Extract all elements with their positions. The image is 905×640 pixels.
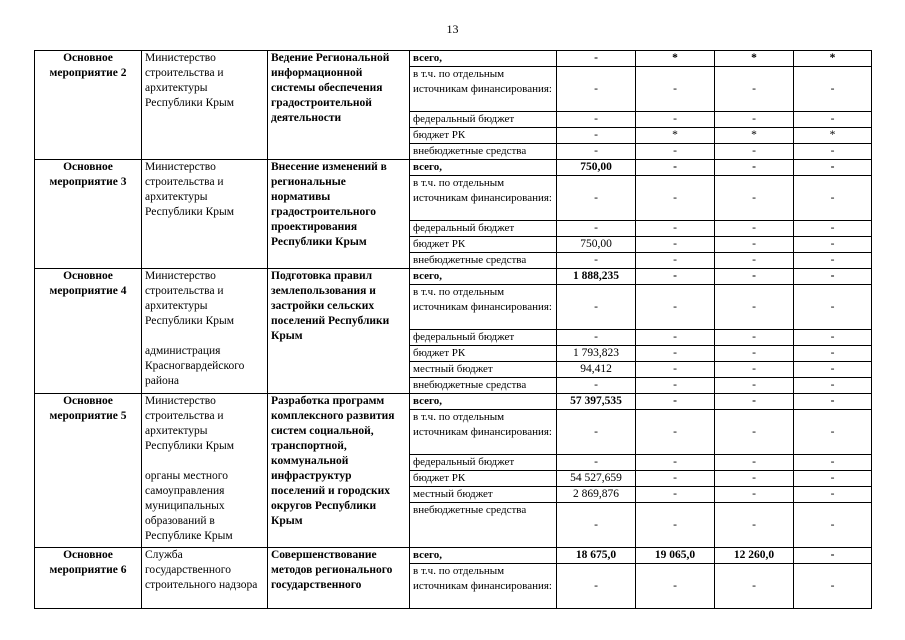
budget-table (34, 50, 872, 609)
value-cell: - (715, 253, 794, 269)
event-name-line: Основное (63, 270, 113, 282)
value-cell: 19 065,0 (636, 548, 715, 564)
table-row (35, 160, 872, 176)
value-cell: 2 869,876 (557, 487, 636, 503)
value-cell: - (557, 221, 636, 237)
table-row (35, 269, 872, 285)
funding-source: внебюджетные средства (410, 253, 557, 269)
value-cell: - (715, 455, 794, 471)
value-cell: - (715, 564, 794, 609)
value-cell: - (715, 471, 794, 487)
funding-source: бюджет РК (410, 346, 557, 362)
value-cell: * (715, 51, 794, 67)
funding-source: в т.ч. по отдельным источникам финансирования: (410, 410, 557, 455)
value-cell: - (794, 455, 872, 471)
value-cell: - (715, 346, 794, 362)
table-row (35, 394, 872, 410)
value-cell: - (557, 330, 636, 346)
event-title: Внесение изменений в региональные нормативы градостроительного проектирования Республики Крым (268, 160, 410, 269)
event-title: Совершенствование методов регионального государственного (268, 548, 410, 609)
value-cell: * (794, 128, 872, 144)
executor (142, 269, 268, 394)
value-cell: * (794, 51, 872, 67)
value-cell: - (636, 269, 715, 285)
value-cell: - (557, 564, 636, 609)
executor-text: Служба государственного строительного надзора (145, 549, 258, 591)
event-name-line: Основное (63, 395, 113, 407)
value-cell: 54 527,659 (557, 471, 636, 487)
funding-source: бюджет РК (410, 128, 557, 144)
value-cell: - (715, 67, 794, 112)
value-cell: - (557, 176, 636, 221)
funding-source: бюджет РК (410, 237, 557, 253)
funding-source: в т.ч. по отдельным источникам финансирования: (410, 67, 557, 112)
executor-text: Министерство строительства и архитектуры Республики Крым (145, 161, 234, 218)
value-cell: - (794, 346, 872, 362)
value-cell: - (794, 362, 872, 378)
value-cell: - (794, 471, 872, 487)
event-name-line: мероприятие 3 (49, 176, 127, 188)
event-name-line: мероприятие 2 (49, 67, 127, 79)
value-cell: - (794, 487, 872, 503)
value-cell: 1 888,235 (557, 269, 636, 285)
event-name (35, 160, 142, 269)
event-title: Разработка программ комплексного развития систем социальной, транспортной, коммунальной инфраструктур поселений и городских округов Республики Крым (268, 394, 410, 548)
funding-source: местный бюджет (410, 487, 557, 503)
value-cell: - (636, 564, 715, 609)
value-cell: - (794, 503, 872, 548)
value-cell: - (557, 378, 636, 394)
value-cell: - (557, 112, 636, 128)
table-row (35, 548, 872, 564)
event-name-line: Основное (63, 52, 113, 64)
executor-text-2: органы местного самоуправления муниципальных образований в Республике Крым (145, 470, 233, 542)
value-cell: - (794, 394, 872, 410)
funding-source: всего, (410, 394, 557, 410)
funding-source: в т.ч. по отдельным источникам финансирования: (410, 176, 557, 221)
event-title: Ведение Региональной информационной системы обеспечения градостроительной деятельности (268, 51, 410, 160)
value-cell: - (794, 160, 872, 176)
funding-source: в т.ч. по отдельным источникам финансирования: (410, 564, 557, 609)
funding-source: всего, (410, 548, 557, 564)
value-cell: - (715, 410, 794, 455)
funding-source: всего, (410, 269, 557, 285)
executor (142, 160, 268, 269)
value-cell: - (636, 144, 715, 160)
value-cell: - (636, 346, 715, 362)
funding-source: федеральный бюджет (410, 330, 557, 346)
value-cell: - (636, 455, 715, 471)
value-cell: - (794, 285, 872, 330)
funding-source: бюджет РК (410, 471, 557, 487)
value-cell: - (715, 269, 794, 285)
value-cell: - (636, 253, 715, 269)
value-cell: - (794, 67, 872, 112)
value-cell: - (794, 237, 872, 253)
value-cell: - (636, 67, 715, 112)
event-name (35, 548, 142, 609)
executor-text: Министерство строительства и архитектуры Республики Крым (145, 395, 234, 452)
value-cell: - (636, 471, 715, 487)
value-cell: - (715, 503, 794, 548)
value-cell: - (794, 564, 872, 609)
value-cell: 750,00 (557, 237, 636, 253)
funding-source: в т.ч. по отдельным источникам финансирования: (410, 285, 557, 330)
funding-source: всего, (410, 51, 557, 67)
value-cell: 750,00 (557, 160, 636, 176)
value-cell: - (636, 221, 715, 237)
value-cell: - (636, 176, 715, 221)
funding-source: внебюджетные средства (410, 503, 557, 548)
event-name-line: Основное (63, 549, 113, 561)
value-cell: - (794, 378, 872, 394)
value-cell: - (794, 253, 872, 269)
event-name-line: Основное (63, 161, 113, 173)
value-cell: - (715, 487, 794, 503)
value-cell: - (715, 237, 794, 253)
value-cell: - (557, 128, 636, 144)
value-cell: 94,412 (557, 362, 636, 378)
value-cell: - (636, 362, 715, 378)
value-cell: - (636, 378, 715, 394)
value-cell: - (636, 394, 715, 410)
value-cell: - (715, 221, 794, 237)
value-cell: - (715, 144, 794, 160)
value-cell: * (636, 128, 715, 144)
value-cell: 12 260,0 (715, 548, 794, 564)
value-cell: - (715, 112, 794, 128)
value-cell: * (715, 128, 794, 144)
page-number: 13 (446, 22, 459, 36)
value-cell: - (636, 237, 715, 253)
value-cell: - (557, 51, 636, 67)
event-name (35, 394, 142, 548)
value-cell: - (557, 455, 636, 471)
event-name (35, 51, 142, 160)
value-cell: - (557, 144, 636, 160)
value-cell: - (715, 362, 794, 378)
funding-source: федеральный бюджет (410, 455, 557, 471)
funding-source: федеральный бюджет (410, 221, 557, 237)
funding-source: внебюджетные средства (410, 144, 557, 160)
value-cell: - (636, 410, 715, 455)
event-name (35, 269, 142, 394)
value-cell: 18 675,0 (557, 548, 636, 564)
value-cell: - (636, 112, 715, 128)
value-cell: - (636, 487, 715, 503)
value-cell: * (636, 51, 715, 67)
event-name-line: мероприятие 4 (49, 285, 127, 297)
value-cell: - (636, 330, 715, 346)
value-cell: - (715, 160, 794, 176)
executor-text-2: администрация Красногвардейского района (145, 345, 245, 387)
event-name-line: мероприятие 5 (49, 410, 127, 422)
value-cell: - (715, 285, 794, 330)
funding-source: внебюджетные средства (410, 378, 557, 394)
executor (142, 51, 268, 160)
value-cell: - (794, 176, 872, 221)
value-cell: - (715, 176, 794, 221)
value-cell: - (794, 144, 872, 160)
event-title: Подготовка правил землепользования и застройки сельских поселений Республики Крым (268, 269, 410, 394)
value-cell: - (794, 330, 872, 346)
value-cell: - (557, 285, 636, 330)
value-cell: - (794, 221, 872, 237)
event-name-line: мероприятие 6 (49, 564, 127, 576)
value-cell: - (794, 548, 872, 564)
executor (142, 548, 268, 609)
value-cell: - (636, 285, 715, 330)
value-cell: - (715, 378, 794, 394)
executor (142, 394, 268, 548)
table-row (35, 51, 872, 67)
value-cell: - (557, 253, 636, 269)
value-cell: 57 397,535 (557, 394, 636, 410)
funding-source: федеральный бюджет (410, 112, 557, 128)
value-cell: - (557, 67, 636, 112)
value-cell: - (794, 410, 872, 455)
value-cell: - (794, 269, 872, 285)
value-cell: - (715, 394, 794, 410)
executor-text: Министерство строительства и архитектуры Республики Крым (145, 52, 234, 109)
funding-source: всего, (410, 160, 557, 176)
value-cell: - (636, 160, 715, 176)
funding-source: местный бюджет (410, 362, 557, 378)
value-cell: - (794, 112, 872, 128)
value-cell: - (557, 410, 636, 455)
executor-text: Министерство строительства и архитектуры Республики Крым (145, 270, 234, 327)
value-cell: - (715, 330, 794, 346)
value-cell: - (557, 503, 636, 548)
value-cell: - (636, 503, 715, 548)
value-cell: 1 793,823 (557, 346, 636, 362)
